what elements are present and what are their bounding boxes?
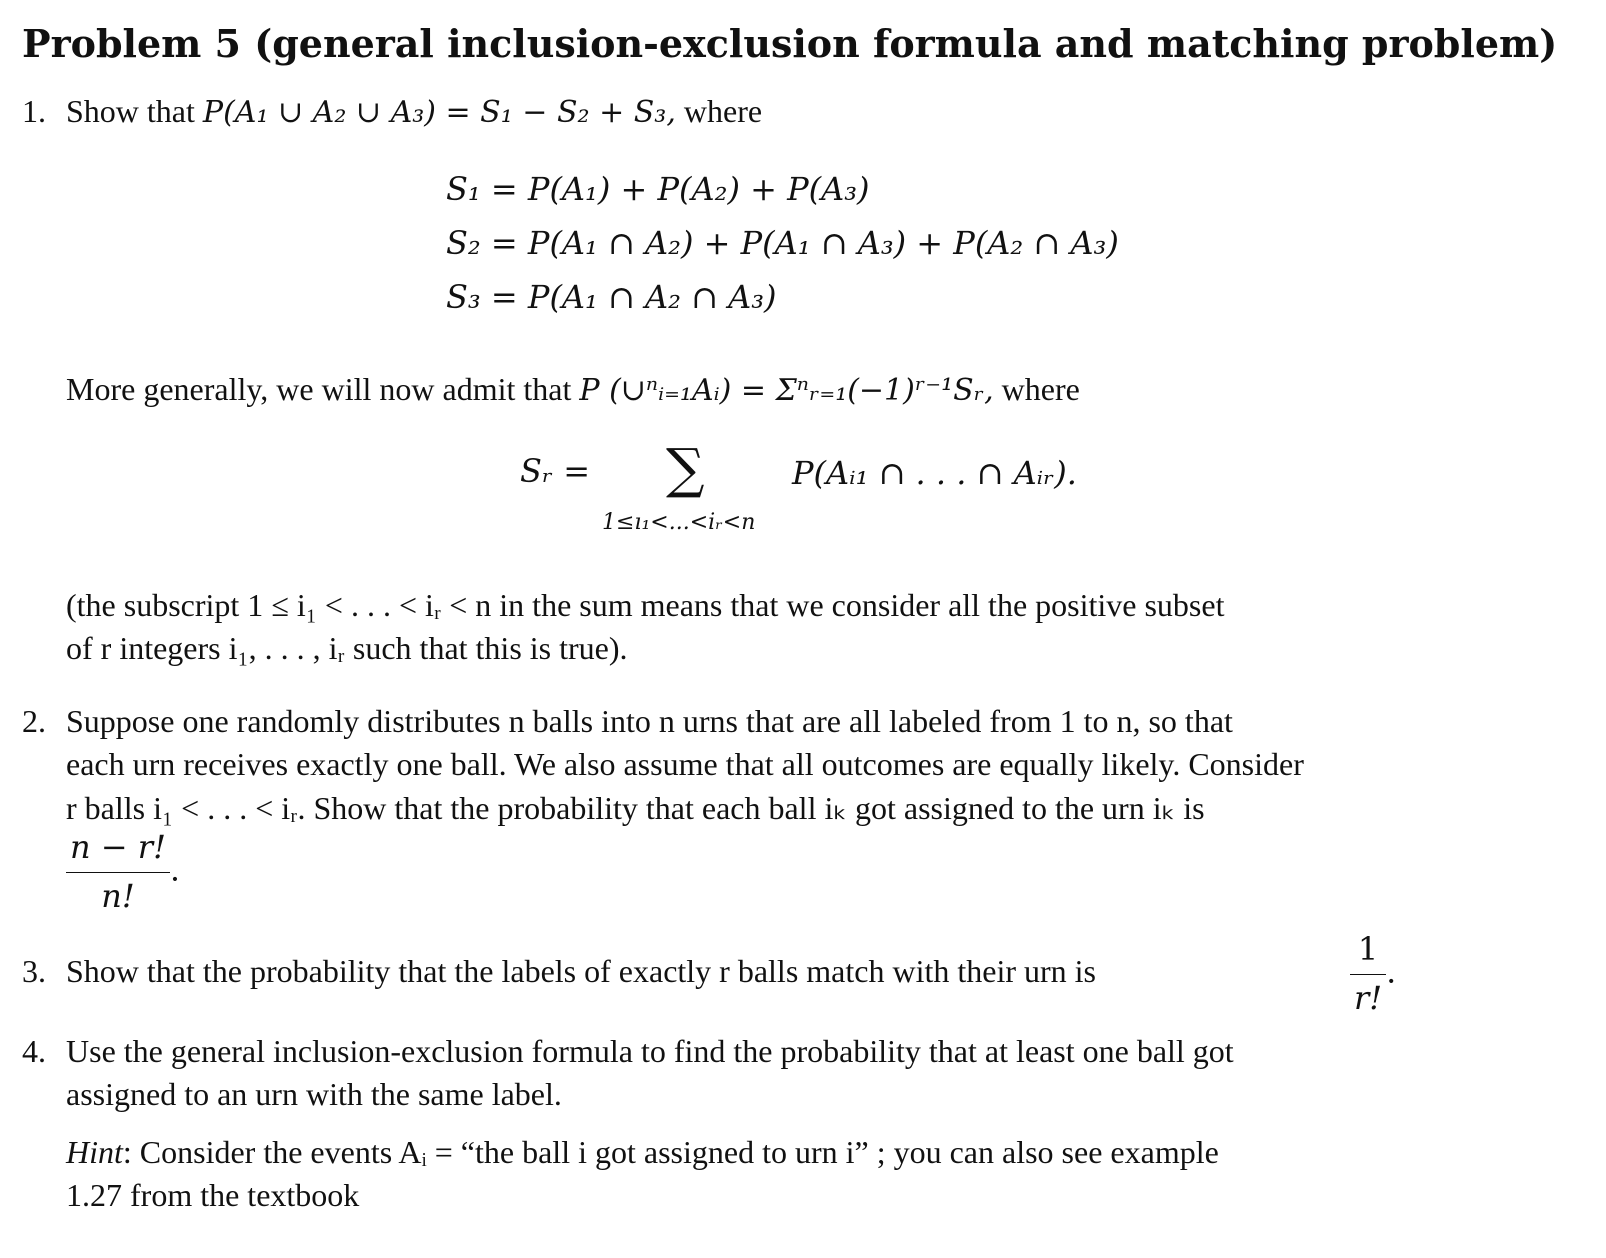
fraction-bar <box>66 872 170 873</box>
item2-fraction-denominator: n! <box>101 876 135 915</box>
item4-line-1: Use the general inclusion-exclusion formula to find the probability that at least one ball got <box>66 1033 1234 1069</box>
sr-term: P(Aᵢ₁ ∩ . . . ∩ Aᵢᵣ). <box>792 454 1077 492</box>
general-where: where <box>1001 371 1080 407</box>
item3-fraction <box>1350 928 1396 1020</box>
item-number-1: 1. <box>22 93 46 129</box>
fraction-bar <box>1350 974 1386 975</box>
hint-text: : Consider the events Aᵢ = “the ball i got assigned to urn i” ; you can also see example <box>122 1134 1219 1170</box>
general-formula: P (∪ⁿᵢ₌₁Aᵢ) = Σⁿᵣ₌₁(−1)ʳ⁻¹Sᵣ, <box>579 373 994 408</box>
subscript-note-line-2: of r integers i₁, . . . , iᵣ such that this is true). <box>66 630 628 666</box>
subscript-note-line-1: (the subscript 1 ≤ i₁ < . . . < iᵣ < n in the sum means that we consider all the positive subset <box>66 587 1225 623</box>
problem-title: Problem 5 (general inclusion-exclusion formula and matching problem) <box>22 21 1558 66</box>
item1-statement <box>66 90 762 134</box>
item1-where: where <box>683 93 763 129</box>
equation-s3: S₃ = P(A₁ ∩ A₂ ∩ A₃) <box>446 278 777 316</box>
sr-lhs: Sᵣ = <box>520 452 591 490</box>
item1-claim-formula: P(A₁ ∪ A₂ ∪ A₃) = S₁ − S₂ + S₃, <box>202 95 676 130</box>
hint-label: Hint <box>66 1134 123 1170</box>
item2-fraction <box>66 826 180 918</box>
general-lead: More generally, we will now admit that <box>66 371 572 407</box>
item4-line-2: assigned to an urn with the same label. <box>66 1076 562 1112</box>
item2-line-1: Suppose one randomly distributes n balls into n urns that are all labeled from 1 to n, so that <box>66 703 1233 739</box>
item2-line-2: each urn receives exactly one ball. We also assume that all outcomes are equally likely. Consider <box>66 746 1304 782</box>
sum-sign-icon <box>666 432 705 505</box>
item3-fraction-period: . <box>1386 952 1397 991</box>
item3-fraction-denominator: r! <box>1354 978 1383 1017</box>
item2-fraction-numerator: n − r! <box>70 828 166 866</box>
sum-limits: 1≤ı₁<...<iᵣ<n <box>602 510 756 535</box>
item2-fraction-period: . <box>169 850 181 889</box>
hint-line-1 <box>66 1131 1219 1175</box>
item1-lead: Show that <box>66 93 195 129</box>
item-number-4: 4. <box>22 1033 46 1069</box>
general-formula-statement <box>66 368 1080 412</box>
equation-s1: S₁ = P(A₁) + P(A₂) + P(A₃) <box>446 170 870 208</box>
item-number-3: 3. <box>22 953 46 989</box>
item3-fraction-numerator: 1 <box>1357 930 1379 968</box>
hint-line-2: 1.27 from the textbook <box>66 1177 360 1213</box>
item3-text: Show that the probability that the labels of exactly r balls match with their urn is <box>66 953 1096 989</box>
item-number-2: 2. <box>22 703 46 739</box>
sigma-symbol: ∑ <box>666 437 705 500</box>
item2-line-3: r balls i₁ < . . . < iᵣ. Show that the probability that each ball iₖ got assigned to the urn iₖ is <box>66 790 1205 826</box>
equation-s2: S₂ = P(A₁ ∩ A₂) + P(A₁ ∩ A₃) + P(A₂ ∩ A₃) <box>446 224 1119 262</box>
